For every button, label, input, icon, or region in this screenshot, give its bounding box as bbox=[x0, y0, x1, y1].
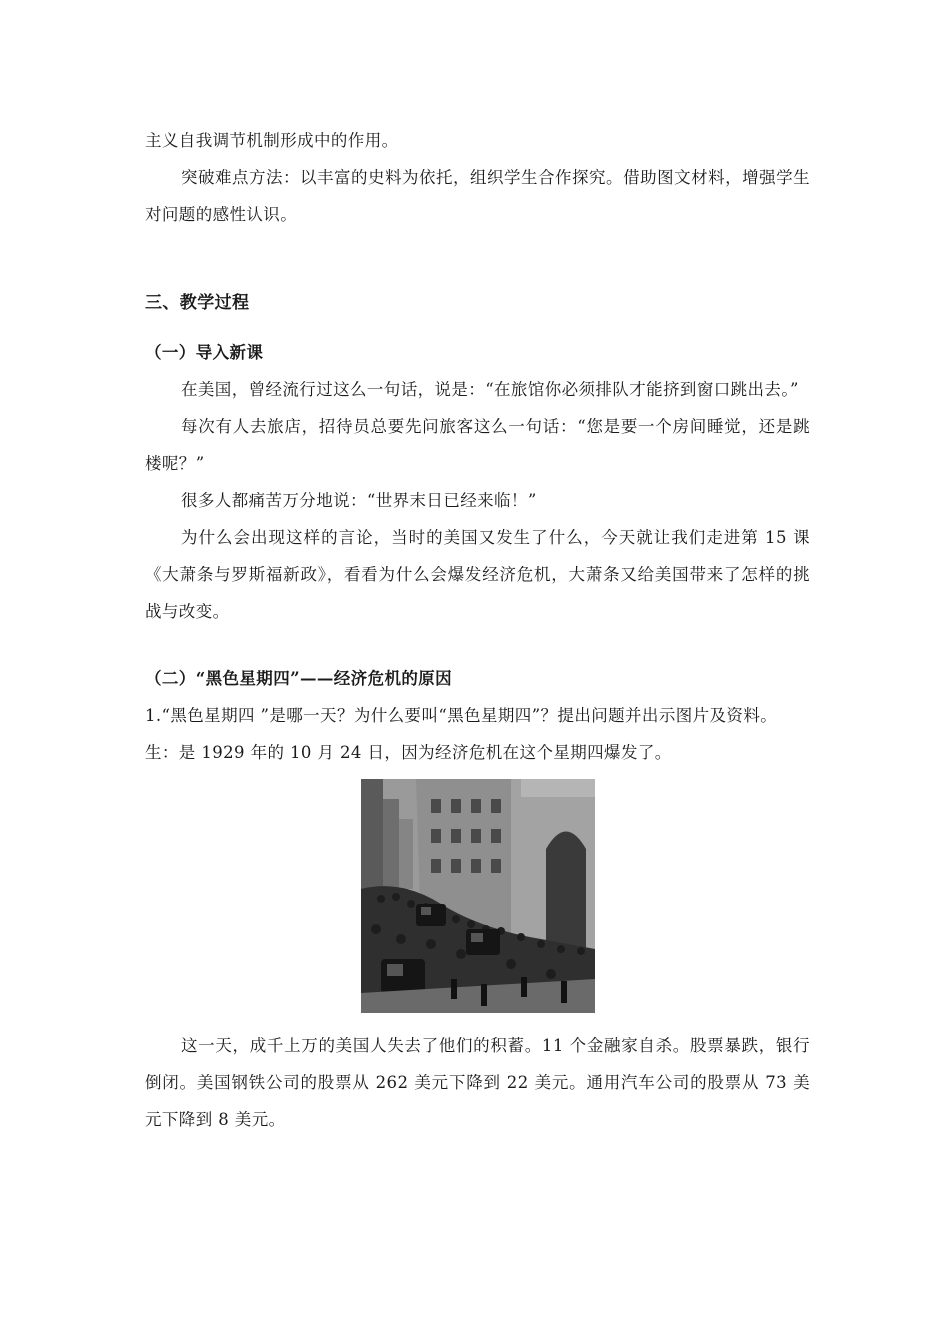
student-answer: 生：是 1929 年的 10 月 24 日，因为经济危机在这个星期四爆发了。 bbox=[145, 743, 672, 762]
intro-paragraph-1: 在美国，曾经流行过这么一句话，说是：“在旅馆你必须排队才能挤到窗口跳出去。” bbox=[181, 380, 799, 399]
photo-container bbox=[145, 779, 810, 1013]
paragraph-difficulty-method: 突破难点方法：以丰富的史料为依托，组织学生合作探究。借助图文材料，增强学生对问题的感性认识。 bbox=[145, 168, 810, 224]
document-body bbox=[145, 122, 810, 1138]
intro-paragraph-2: 每次有人去旅店，招待员总要先问旅客这么一句话：“您是要一个房间睡觉，还是跳楼呢？” bbox=[145, 417, 810, 473]
intro-paragraph-4: 为什么会出现这样的言论，当时的美国又发生了什么，今天就让我们走进第 15 课《大萧条与罗斯福新政》，看看为什么会爆发经济危机，大萧条又给美国带来了怎样的挑战与改变。 bbox=[145, 528, 810, 621]
intro-paragraph-3: 很多人都痛苦万分地说：“世界末日已经来临！” bbox=[181, 491, 537, 510]
stock-crash-paragraph: 这一天，成千上万的美国人失去了他们的积蓄。11 个金融家自杀。股票暴跌，银行倒闭。美国钢铁公司的股票从 262 美元下降到 22 美元。通用汽车公司的股票从 73 美元下降到 8 美元。 bbox=[145, 1036, 810, 1129]
subheading-black-thursday: （二）“黑色星期四”——经济危机的原因 bbox=[145, 669, 453, 688]
question-1: 1.“黑色星期四 ”是哪一天？为什么要叫“黑色星期四”？提出问题并出示图片及资料。 bbox=[145, 706, 778, 725]
wall-street-crowd-photo bbox=[361, 779, 595, 1013]
section-heading-teaching-process: 三、教学过程 bbox=[145, 293, 250, 313]
paragraph-continuation: 主义自我调节机制形成中的作用。 bbox=[145, 131, 399, 150]
subheading-introduction: （一）导入新课 bbox=[145, 343, 264, 362]
